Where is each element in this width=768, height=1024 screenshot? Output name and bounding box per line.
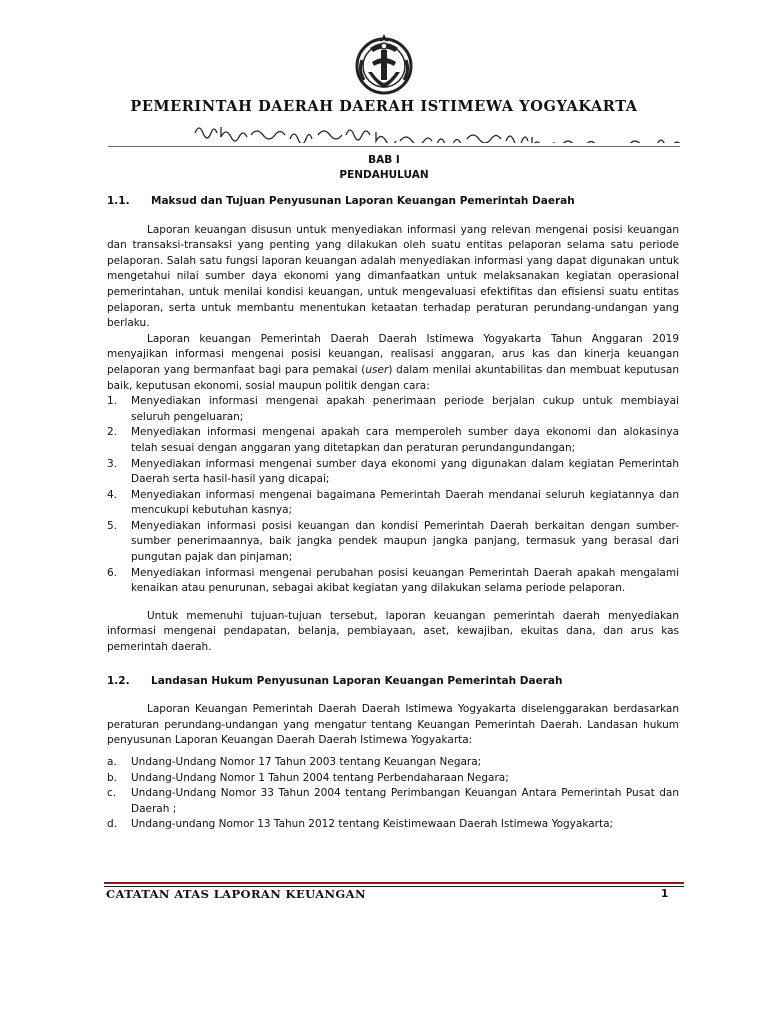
yogyakarta-crest-icon	[348, 26, 420, 98]
italic-term: user	[365, 363, 389, 376]
list-item: c. Undang-Undang Nomor 33 Tahun 2004 tentang Perimbangan Keuangan Antara Pemerintah Pusat dan Daerah ;	[107, 787, 679, 815]
list-item: 6. Menyediakan informasi mengenai perubahan posisi keuangan Pemerintah Daerah apakah mengalami kenaikan atau penurunan, sebagai akibat kegiatan yang dilakukan selama periode pelaporan.	[107, 566, 679, 595]
paragraph-text: ) dalam menilai akuntabilitas dan membuat keputusan baik, keputusan ekonomi, sosial maupun politik dengan cara:	[107, 363, 680, 392]
paragraph: Laporan Keuangan Pemerintah Daerah Daerah Istimewa Yogyakarta diselenggarakan berdasarkan peraturan perundang-undangan yang mengatur tentang Keuangan Pemerintah Daerah. Landasan hukum penyusunan Laporan Keuangan Daerah Daerah Istimewa Yogyakarta:	[107, 703, 679, 747]
paragraph-text: Laporan keuangan Pemerintah Daerah Daerah Istimewa Yogyakarta Tahun Anggaran 2019 menyajikan informasi mengenai posisi keuangan, realisasi anggaran, arus kas dan kinerja keuangan pelaporan yang bermanfaat bagi para pemakai (	[107, 332, 679, 376]
list-item: 5. Menyediakan informasi posisi keuangan dan kondisi Pemerintah Daerah berkaitan dengan sumber-sumber penerimaannya, baik jangka pendek maupun jangka panjang, termasuk yang berasal dari pungutan pajak dan pinjaman;	[107, 519, 679, 564]
government-title: PEMERINTAH DAERAH DAERAH ISTIMEWA YOGYAKARTA	[130, 98, 638, 115]
chapter-label: BAB I	[368, 154, 400, 166]
list-item: 1. Menyediakan informasi mengenai apakah penerimaan periode berjalan cukup untuk membiayai seluruh pengeluaran;	[107, 395, 679, 423]
spacer	[107, 656, 679, 674]
paragraph	[107, 332, 679, 394]
list-item: 2. Menyediakan informasi mengenai apakah cara memperoleh sumber daya ekonomi dan alokasinya telah sesuai dengan anggaran yang ditetapkan dan peraturan perundangundangan;	[107, 426, 679, 454]
list-item: a. Undang-Undang Nomor 17 Tahun 2003 tentang Keuangan Negara;	[107, 756, 482, 768]
paragraph: Laporan keuangan disusun untuk menyediakan informasi yang relevan mengenai posisi keuangan dan transaksi-transaksi yang penting yang dilakukan oleh suatu entitas pelaporan selama satu periode pelaporan. Salah satu fungsi laporan keuangan adalah menyediakan informasi yang dapat digunakan untuk mengetahui nilai sumber daya ekonomi yang dimanfaatkan untuk melaksanakan kegiatan operasional pemerintahan, untuk menilai kondisi keuangan, untuk mengevaluasi efektifitas dan efisiensi suatu entitas pelaporan, serta untuk membantu menentukan ketaatan terhadap peraturan perundang-undangan yang berlaku.	[107, 223, 679, 330]
numbered-list	[107, 394, 679, 597]
section-title: Maksud dan Tujuan Penyusunan Laporan Keuangan Pemerintah Daerah	[151, 195, 575, 207]
list-item: 3. Menyediakan informasi mengenai sumber daya ekonomi yang digunakan dalam kegiatan Pemerintah Daerah serta hasil-hasil yang dicapai;	[107, 457, 679, 486]
javanese-script-graphic	[0, 117, 768, 143]
spacer	[107, 597, 679, 609]
section-title: Landasan Hukum Penyusunan Laporan Keuangan Pemerintah Daerah	[151, 674, 563, 687]
document-body	[107, 194, 679, 833]
chapter-heading	[0, 153, 768, 183]
lettered-list	[107, 755, 679, 833]
section-number: 1.2.	[107, 674, 130, 687]
section-number: 1.1.	[107, 195, 130, 207]
list-item: d. Undang-undang Nomor 13 Tahun 2012 tentang Keistimewaan Daerah Istimewa Yogyakarta;	[107, 818, 614, 831]
paragraph: Untuk memenuhi tujuan-tujuan tersebut, laporan keuangan pemerintah daerah menyediakan informasi mengenai pendapatan, belanja, pembiayaan, aset, kewajiban, ekuitas dana, dan arus kas pemerintah daerah.	[107, 609, 679, 654]
footer-title: CATATAN ATAS LAPORAN KEUANGAN	[106, 887, 366, 901]
chapter-title: PENDAHULUAN	[339, 169, 429, 181]
header-divider	[108, 146, 680, 147]
page-number: 1	[661, 888, 669, 900]
list-item: 4. Menyediakan informasi mengenai bagaimana Pemerintah Daerah mendanai seluruh kegiatannya dan mencukupi kebutuhan kasnya;	[107, 488, 679, 517]
section-heading	[107, 674, 679, 690]
list-item: b. Undang-Undang Nomor 1 Tahun 2004 tentang Perbendaharaan Negara;	[107, 771, 509, 784]
section-heading	[107, 194, 679, 210]
